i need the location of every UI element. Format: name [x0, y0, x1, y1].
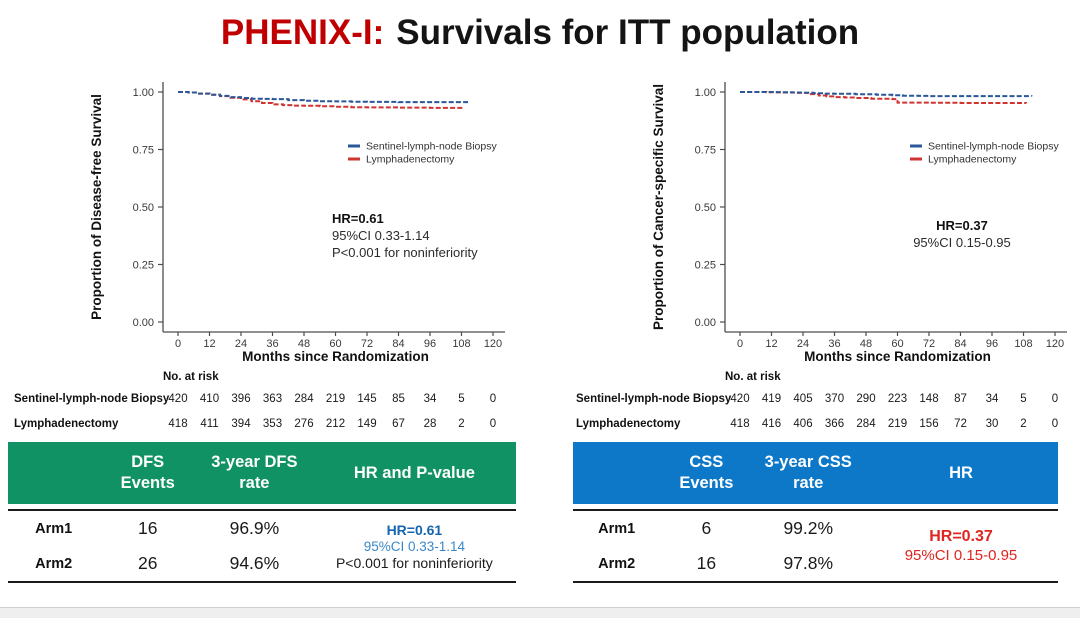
risk-value: 363 — [262, 393, 283, 405]
header-cell-3yr-css-rate — [752, 442, 864, 504]
annotation-line: P<0.001 for noninferiority — [332, 245, 478, 260]
km-curve — [178, 92, 469, 102]
x-tick-label: 84 — [954, 338, 967, 350]
header-line: Events — [679, 474, 734, 492]
x-axis-title: Months since Randomization — [242, 349, 429, 364]
risk-value: 5 — [1020, 393, 1027, 405]
y-tick-label: 0.00 — [132, 317, 154, 329]
risk-value: 394 — [231, 418, 251, 430]
x-tick-label: 60 — [891, 338, 904, 350]
css-chart-panel — [540, 72, 1080, 437]
rate-value: 96.9% — [229, 518, 280, 538]
header-line: 3-year CSS — [764, 453, 852, 472]
annotation-line: 95%CI 0.15-0.95 — [913, 235, 1011, 250]
dfs-hr-cell — [313, 511, 516, 581]
risk-value: 67 — [392, 418, 405, 430]
risk-row-label: Sentinel-lymph-node Biopsy — [14, 393, 170, 405]
dfs-table-body-left — [8, 511, 313, 581]
x-tick-label: 0 — [736, 338, 744, 350]
risk-value: 72 — [954, 418, 967, 430]
summary-tables-row — [0, 442, 1080, 583]
y-tick-label: 0.50 — [694, 202, 716, 214]
x-tick-label: 24 — [234, 338, 248, 350]
header-cell-3yr-dfs-rate — [196, 442, 313, 504]
header-line: 3-year DFS — [211, 453, 298, 472]
x-axis-title: Months since Randomization — [804, 349, 991, 364]
risk-value: 145 — [357, 393, 377, 405]
risk-value: 416 — [761, 418, 782, 430]
risk-value: 406 — [793, 418, 813, 430]
y-tick-label: 1.00 — [694, 87, 716, 99]
risk-value: 284 — [856, 418, 876, 430]
risk-value: 219 — [325, 393, 346, 405]
x-tick-label: 36 — [266, 338, 279, 350]
legend-label: Sentinel-lymph-node Biopsy — [366, 140, 497, 153]
y-axis-title: Proportion of Disease-free Survival — [89, 94, 104, 320]
dfs-table-body — [8, 509, 516, 583]
risk-value: 353 — [262, 418, 283, 430]
header-line: Events — [120, 474, 175, 492]
risk-value: 420 — [168, 393, 188, 405]
x-tick-label: 96 — [985, 338, 999, 350]
table-row — [8, 513, 313, 545]
css-km-chart — [562, 72, 1080, 437]
x-tick-label: 120 — [1045, 338, 1065, 350]
css-table-body — [573, 509, 1058, 583]
risk-value: 410 — [199, 393, 220, 405]
risk-value: 156 — [919, 418, 939, 430]
hr-ci-line: 95%CI 0.33-1.14 — [363, 538, 466, 554]
x-tick-label: 108 — [1014, 338, 1033, 350]
x-tick-label: 60 — [329, 338, 342, 350]
y-axis-title: Proportion of Cancer-specific Survival — [651, 83, 666, 331]
risk-value: 2 — [1020, 418, 1027, 430]
x-tick-label: 48 — [297, 338, 311, 350]
x-tick-label: 96 — [423, 338, 437, 350]
risk-value: 212 — [325, 418, 346, 430]
header-cell-css-events — [660, 442, 752, 504]
header-line: DFS — [131, 453, 165, 472]
risk-value: 2 — [458, 418, 465, 430]
risk-table-title: No. at risk — [163, 371, 219, 383]
table-row — [573, 548, 864, 580]
rate-value: 94.6% — [229, 553, 280, 573]
hr-ci-line: 95%CI 0.15-0.95 — [904, 547, 1018, 564]
y-tick-label: 0.25 — [694, 259, 716, 272]
y-tick-label: 0.50 — [132, 202, 154, 214]
risk-value: 5 — [458, 393, 465, 405]
arm-label: Arm1 — [598, 520, 636, 537]
legend-label: Lymphadenectomy — [928, 153, 1017, 166]
risk-value: 219 — [887, 418, 908, 430]
risk-value: 366 — [824, 418, 845, 430]
x-tick-label: 72 — [922, 338, 936, 350]
events-value: 16 — [696, 553, 717, 573]
risk-value: 0 — [489, 393, 497, 405]
events-value: 16 — [138, 518, 158, 538]
risk-value: 419 — [761, 393, 782, 405]
risk-row-label: Lymphadenectomy — [576, 418, 681, 430]
header-line: CSS — [689, 453, 724, 472]
slide-bottom-edge — [0, 607, 1080, 618]
risk-value: 28 — [423, 418, 437, 430]
km-curve — [740, 92, 1031, 96]
x-tick-label: 120 — [483, 338, 503, 350]
dfs-table-header — [8, 442, 516, 504]
header-line: HR — [949, 463, 973, 482]
header-cell-blank — [8, 442, 99, 504]
annotation-line: HR=0.37 — [936, 218, 988, 233]
title-subtitle: Survivals for ITT population — [396, 13, 860, 52]
events-value: 6 — [701, 518, 712, 538]
risk-value: 420 — [730, 393, 750, 405]
x-tick-label: 0 — [174, 338, 182, 350]
risk-row-label: Sentinel-lymph-node Biopsy — [576, 393, 732, 405]
risk-value: 396 — [231, 393, 251, 405]
y-tick-label: 0.75 — [694, 144, 716, 157]
risk-value: 149 — [357, 418, 377, 430]
css-table-body-left — [573, 511, 864, 581]
header-line: rate — [239, 474, 270, 492]
header-cell-hr — [864, 442, 1058, 504]
risk-value: 370 — [824, 393, 845, 405]
page-title — [0, 0, 1080, 72]
css-hr-cell — [864, 511, 1058, 581]
x-tick-label: 12 — [765, 338, 778, 350]
x-tick-label: 12 — [203, 338, 216, 350]
header-cell-blank — [573, 442, 660, 504]
risk-value: 148 — [919, 393, 939, 405]
risk-value: 223 — [887, 393, 908, 405]
hr-pvalue-line: P<0.001 for noninferiority — [335, 554, 493, 571]
risk-table-title: No. at risk — [725, 371, 781, 383]
charts-row — [0, 72, 1080, 437]
arm-label: Arm2 — [35, 555, 73, 572]
risk-value: 418 — [168, 418, 188, 430]
arm-label: Arm1 — [35, 520, 73, 537]
risk-value: 0 — [1051, 418, 1059, 430]
risk-value: 34 — [985, 393, 999, 405]
header-cell-hr-pvalue — [313, 442, 516, 504]
dfs-km-chart — [0, 72, 540, 437]
dfs-summary-table — [8, 442, 516, 583]
x-tick-label: 108 — [452, 338, 471, 350]
legend-label: Sentinel-lymph-node Biopsy — [928, 140, 1059, 153]
hr-value-line: HR=0.37 — [929, 528, 993, 545]
risk-value: 85 — [392, 393, 405, 405]
risk-value: 30 — [985, 418, 999, 430]
risk-value: 405 — [793, 393, 813, 405]
risk-value: 0 — [489, 418, 497, 430]
risk-value: 290 — [856, 393, 876, 405]
x-tick-label: 72 — [360, 338, 374, 350]
annotation-line: 95%CI 0.33-1.14 — [332, 228, 430, 243]
x-tick-label: 24 — [796, 338, 810, 350]
x-tick-label: 36 — [828, 338, 841, 350]
events-value: 26 — [138, 553, 158, 573]
y-tick-label: 0.75 — [132, 144, 154, 157]
x-tick-label: 48 — [859, 338, 873, 350]
css-summary-table — [573, 442, 1058, 583]
y-tick-label: 0.25 — [132, 259, 154, 272]
risk-value: 87 — [954, 393, 967, 405]
legend-label: Lymphadenectomy — [366, 153, 455, 166]
y-tick-label: 0.00 — [694, 317, 716, 329]
risk-value: 411 — [200, 418, 219, 430]
dfs-chart-panel — [0, 72, 540, 437]
risk-value: 284 — [294, 393, 314, 405]
risk-value: 276 — [294, 418, 314, 430]
header-cell-dfs-events — [99, 442, 196, 504]
risk-row-label: Lymphadenectomy — [14, 418, 119, 430]
hr-value-line: HR=0.61 — [386, 521, 443, 538]
css-table-header — [573, 442, 1058, 504]
header-line: HR and P-value — [353, 463, 475, 482]
y-tick-label: 1.00 — [132, 87, 154, 99]
risk-value: 34 — [423, 393, 437, 405]
annotation-line: HR=0.61 — [332, 211, 384, 226]
table-row — [573, 513, 864, 545]
rate-value: 97.8% — [783, 553, 834, 573]
arm-label: Arm2 — [598, 555, 636, 572]
risk-value: 0 — [1051, 393, 1059, 405]
table-row — [8, 548, 313, 580]
title-study-name: PHENIX-I: — [220, 13, 385, 52]
rate-value: 99.2% — [783, 518, 834, 538]
x-tick-label: 84 — [392, 338, 405, 350]
header-line: rate — [793, 474, 824, 492]
km-curve — [740, 92, 1026, 103]
risk-value: 418 — [730, 418, 750, 430]
